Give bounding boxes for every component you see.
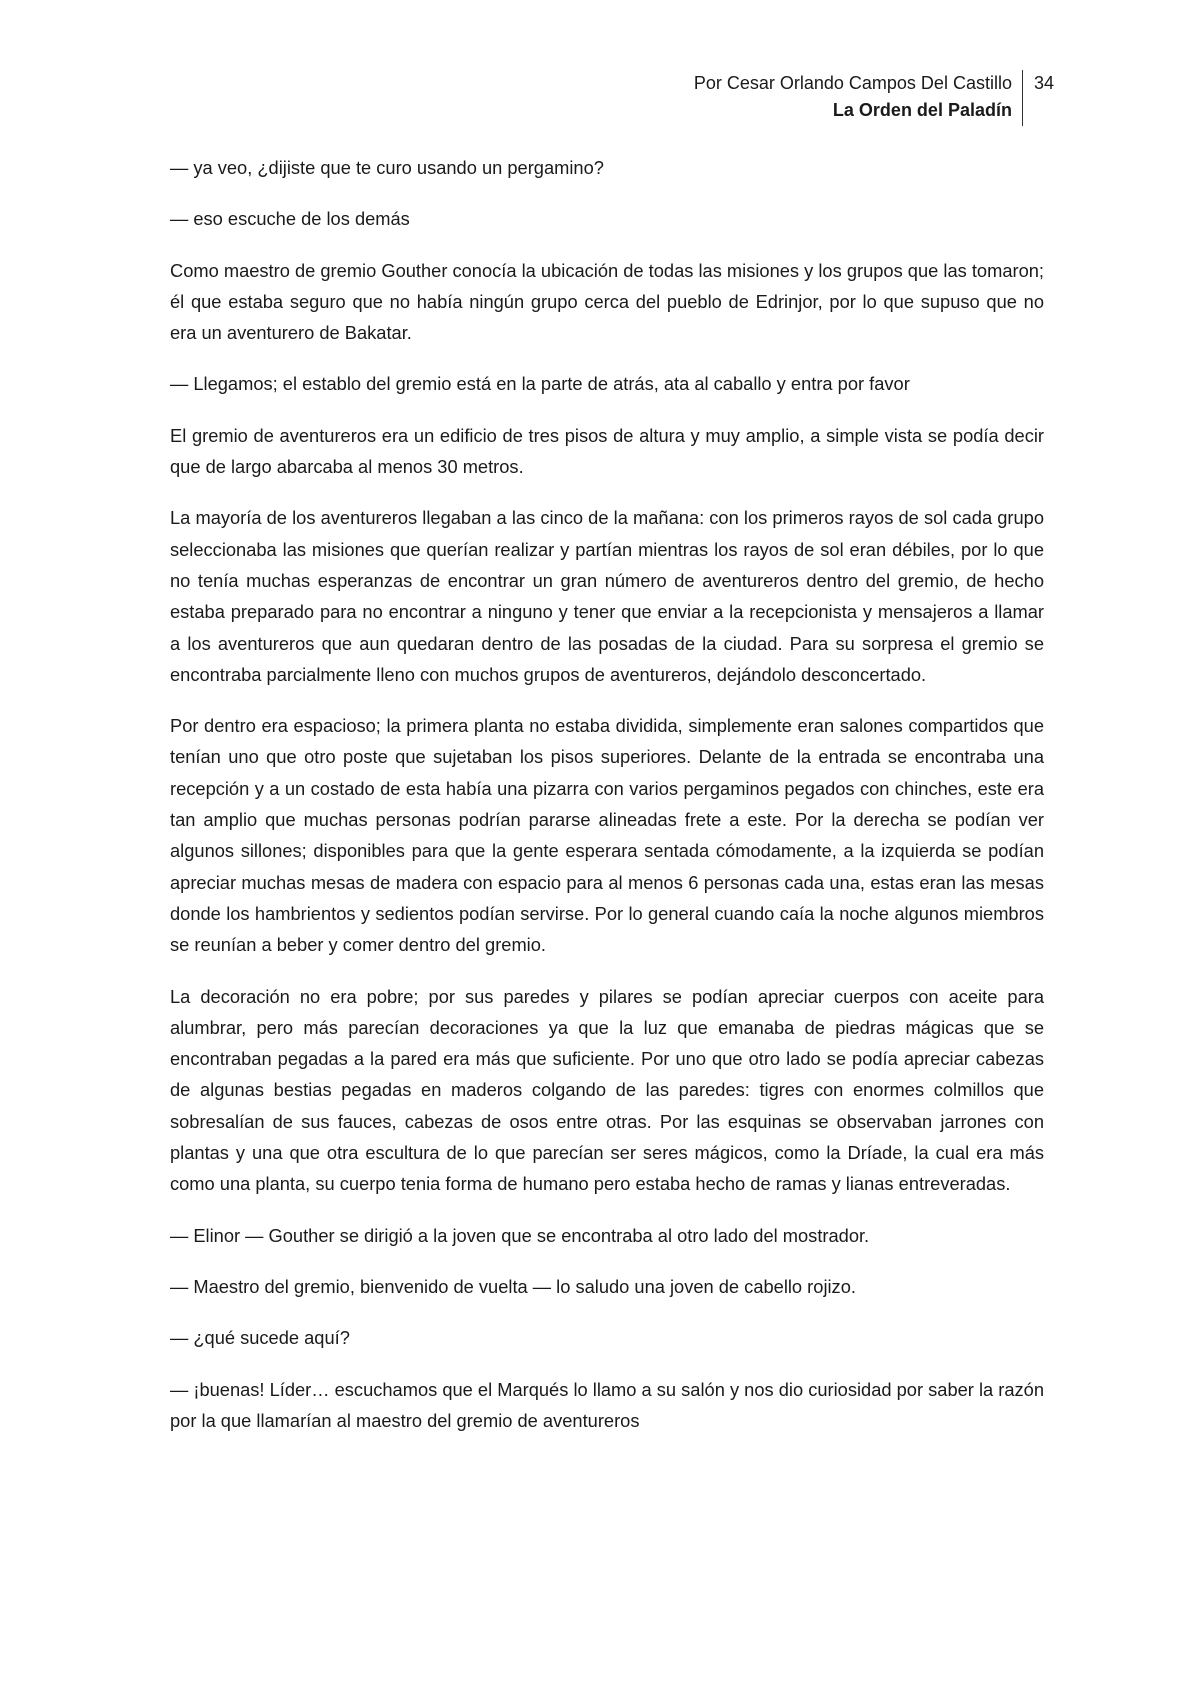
- paragraph-dialogue: — ¡buenas! Líder… escuchamos que el Marqués lo llamo a su salón y nos dio curiosidad por saber la razón por la que llamarían al maestro del gremio de aventureros: [170, 1378, 1044, 1431]
- paragraph-dialogue: — Maestro del gremio, bienvenido de vuelta — lo saludo una joven de cabello rojizo.: [170, 1275, 856, 1297]
- paragraph: La mayoría de los aventureros llegaban a las cinco de la mañana: con los primeros rayos de sol cada grupo seleccionaba las misiones que querían realizar y partían mientras los rayos de sol eran débiles, por lo que no tenía muchas esperanzas de encontrar un gran número de aventureros dentro del gremio, de hecho estaba preparado para no encontrar a ninguno y tener que enviar a la recepcionista y mensajeros a llamar a los aventureros que aun quedaran dentro de las posadas de la ciudad. Para su sorpresa el gremio se encontraba parcialmente lleno con muchos grupos de aventureros, dejándolo desconcertado.: [170, 507, 1044, 685]
- header-author: Por Cesar Orlando Campos Del Castillo: [693, 73, 1012, 93]
- paragraph-dialogue: — eso escuche de los demás: [170, 208, 410, 230]
- paragraph-dialogue: — ¿qué sucede aquí?: [170, 1327, 350, 1349]
- paragraph-dialogue: — Elinor — Gouther se dirigió a la joven que se encontraba al otro lado del mostrador.: [170, 1224, 870, 1246]
- header-book-title: La Orden del Paladín: [832, 100, 1012, 120]
- paragraph: Como maestro de gremio Gouther conocía la ubicación de todas las misiones y los grupos que las tomaron; él que estaba seguro que no había ningún grupo cerca del pueblo de Edrinjor, por lo que supuso que no era un aventurero de Bakatar.: [170, 259, 1044, 344]
- paragraph: La decoración no era pobre; por sus paredes y pilares se podían apreciar cuerpos con aceite para alumbrar, pero más parecían decoraciones ya que la luz que emanaba de piedras mágicas que se encontraban pegadas a la pared era más que suficiente. Por uno que otro lado se podía apreciar cabezas de algunas bestias pegadas en maderos colgando de las paredes: tigres con enormes colmillos que sobresalían de sus fauces, cabezas de osos entre otras. Por las esquinas se observaban jarrones con plantas y una que otra escultura de lo que parecían ser seres mágicos, como la Dríade, la cual era más como una planta, su cuerpo tenia forma de humano pero estaba hecho de ramas y lianas entreveradas.: [170, 985, 1044, 1195]
- paragraph-dialogue: — ya veo, ¿dijiste que te curo usando un pergamino?: [170, 157, 604, 178]
- body-text: [170, 152, 1044, 1456]
- header-text-block: [694, 70, 1022, 124]
- paragraph: El gremio de aventureros era un edificio de tres pisos de altura y muy amplio, a simple vista se podía decir que de largo abarcaba al menos 30 metros.: [170, 424, 1044, 478]
- paragraph: Por dentro era espacioso; la primera planta no estaba dividida, simplemente eran salones compartidos que tenían uno que otro poste que sujetaban los pisos superiores. Delante de la entrada se encontraba una recepción y a un costado de esta había una pizarra con varios pergaminos pegados con chinches, este era tan amplio que muchas personas podrían pararse alineadas frete a este. Por la derecha se podían ver algunos sillones; disponibles para que la gente esperara sentada cómodamente, a la izquierda se podían apreciar muchas mesas de madera con espacio para al menos 6 personas cada una, estas eran las mesas donde los hambrientos y sedientos podían servirse. Por lo general cuando caía la noche algunos miembros se reunían a beber y comer dentro del gremio.: [170, 715, 1044, 956]
- page-header: [694, 70, 1054, 126]
- page-number: 34: [1033, 73, 1054, 93]
- paragraph-dialogue: — Llegamos; el establo del gremio está en la parte de atrás, ata al caballo y entra por favor: [170, 373, 910, 395]
